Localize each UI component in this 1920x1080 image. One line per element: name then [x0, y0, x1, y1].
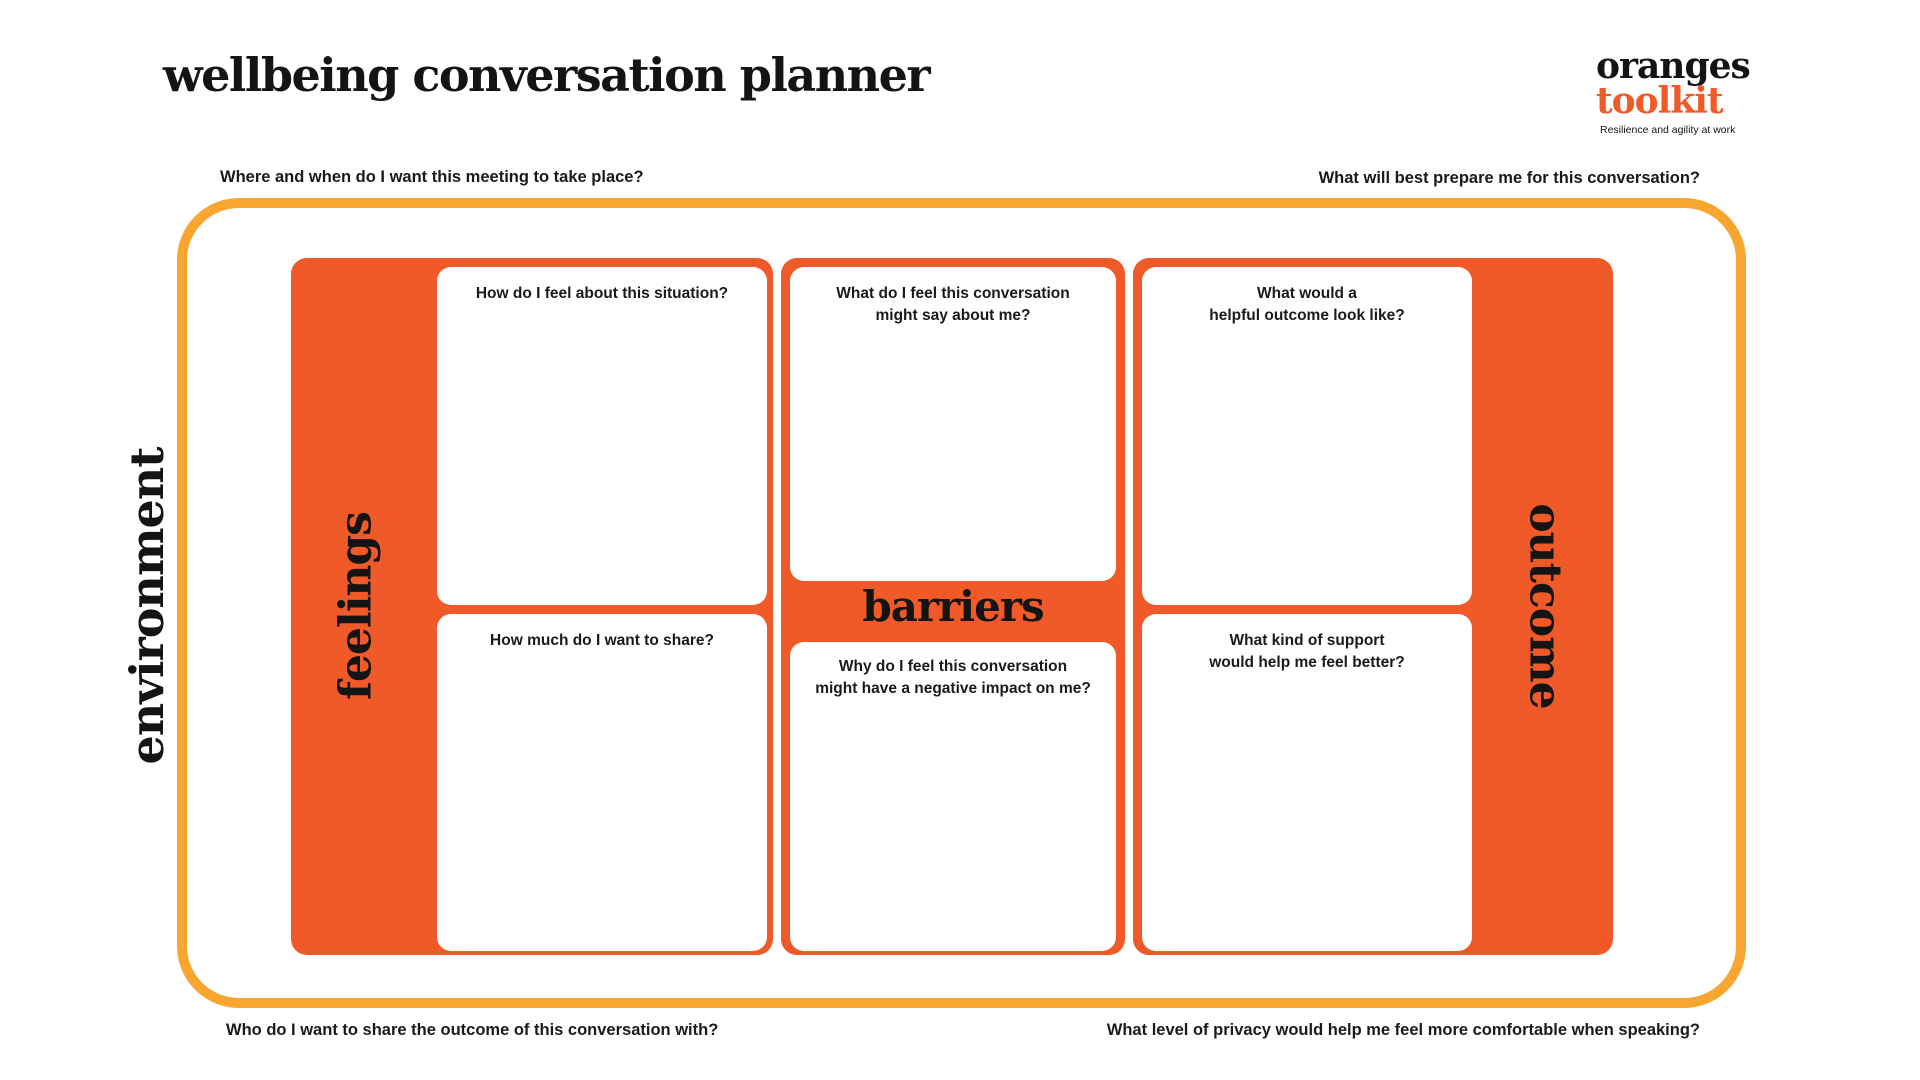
outcome-label: outcome	[1519, 503, 1571, 709]
feelings-situation-card[interactable]	[437, 267, 767, 605]
logo-wordmark-toolkit: toolkit	[1596, 80, 1723, 122]
barriers-impact-question-line2: might have a negative impact on me?	[815, 680, 1091, 697]
question-privacy: What level of privacy would help me feel more comfortable when speaking?	[1106, 1021, 1700, 1039]
feelings-situation-question: How do I feel about this situation?	[475, 285, 729, 302]
barriers-label: barriers	[862, 582, 1044, 631]
question-meeting-place: Where and when do I want this meeting to take place?	[220, 168, 644, 186]
environment-label: environment	[120, 447, 174, 765]
outcome-helpful-question-line1: What would a	[1257, 285, 1357, 302]
page-title: wellbeing conversation planner	[163, 48, 930, 102]
oranges-toolkit-logo	[1596, 45, 1766, 136]
question-preparation: What will best prepare me for this conversation?	[1318, 169, 1700, 187]
outcome-helpful-question-line2: helpful outcome look like?	[1209, 307, 1405, 324]
feelings-label: feelings	[330, 512, 382, 700]
barriers-impact-question-line1: Why do I feel this conversation	[838, 658, 1068, 675]
outcome-helpful-card[interactable]	[1142, 267, 1472, 605]
barriers-self-question-line1: What do I feel this conversation	[836, 285, 1070, 302]
outcome-support-question-line2: would help me feel better?	[1209, 654, 1405, 671]
question-share-outcome: Who do I want to share the outcome of this conversation with?	[226, 1021, 719, 1039]
logo-wordmark-oranges: oranges	[1596, 45, 1750, 87]
outcome-support-question-line1: What kind of support	[1229, 632, 1385, 649]
feelings-share-card[interactable]	[437, 614, 767, 951]
barriers-self-question-line2: might say about me?	[875, 307, 1031, 324]
logo-tagline: Resilience and agility at work	[1600, 124, 1736, 136]
feelings-share-question: How much do I want to share?	[490, 632, 714, 649]
barriers-impact-card[interactable]	[790, 642, 1116, 951]
outcome-support-card[interactable]	[1142, 614, 1472, 951]
barriers-self-card[interactable]	[790, 267, 1116, 581]
